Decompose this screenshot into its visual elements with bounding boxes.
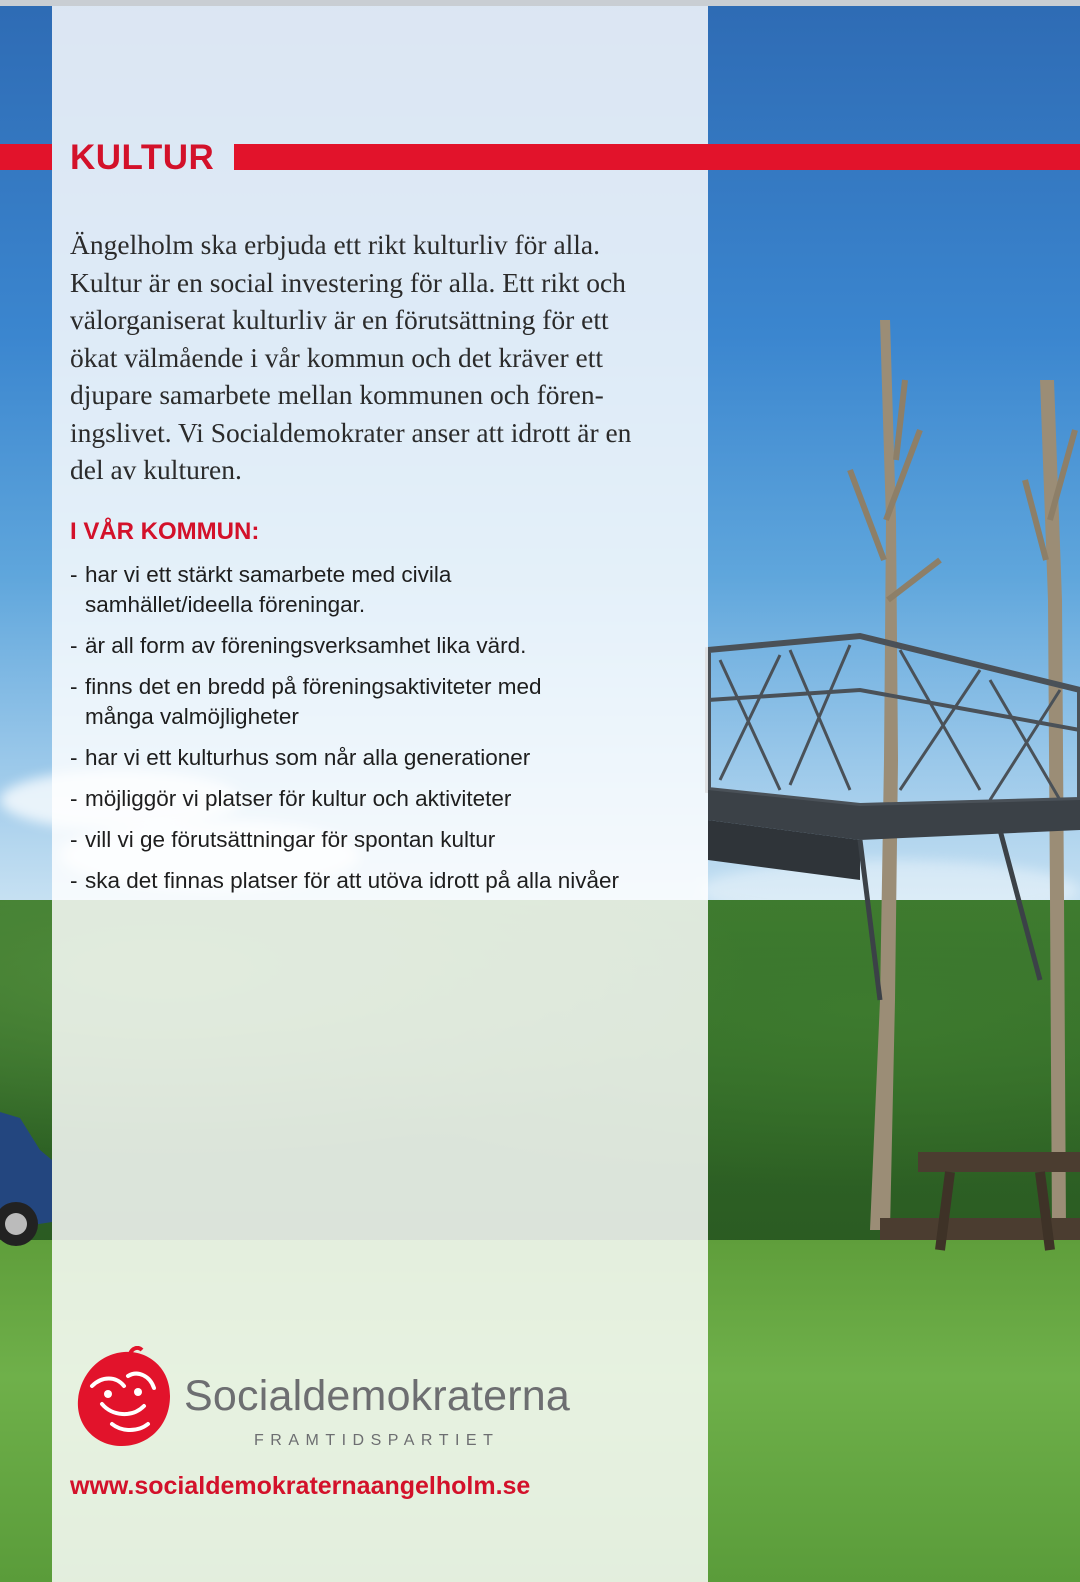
bullet-dash: -	[70, 562, 78, 587]
bullet-dash: -	[70, 827, 78, 852]
intro-line: ingslivet. Vi Socialdemokrater anser att idrott är en	[70, 416, 632, 448]
list-item-text: ska det finnas platser för att utöva idrott på alla nivåer	[85, 868, 620, 893]
list-item-text: finns det en bredd på föreningsaktiviteter med	[85, 674, 542, 699]
intro-line: ökat välmående i vår kommun och det kräver ett	[70, 341, 604, 373]
rose-icon	[72, 1346, 176, 1450]
list-item	[70, 743, 710, 773]
heading-bar-left	[0, 144, 52, 170]
bullet-dash: -	[70, 786, 78, 811]
list-item-text: har vi ett stärkt samarbete med civila	[85, 562, 452, 587]
list-item	[70, 866, 710, 896]
list-item	[70, 672, 710, 732]
brand-name: Socialdemokraterna	[184, 1372, 571, 1420]
list-item-text: möjliggör vi platser för kultur och aktiviteter	[85, 786, 512, 811]
list-item-text: har vi ett kulturhus som når alla generationer	[85, 745, 531, 770]
list-item	[70, 631, 710, 661]
section-subheading: I VÅR KOMMUN:	[70, 518, 260, 545]
list-item	[70, 825, 710, 855]
list-item-text: vill vi ge förutsättningar för spontan kultur	[85, 827, 496, 852]
picnic-table	[918, 1152, 1080, 1172]
intro-line: Kultur är en social investering för alla. Ett rikt och	[70, 266, 626, 298]
list-item	[70, 560, 710, 620]
intro-line: Ängelholm ska erbjuda ett rikt kulturliv för alla.	[70, 229, 601, 260]
intro-line: djupare samarbete mellan kommunen och fören-	[70, 379, 604, 410]
page-title: KULTUR	[70, 138, 215, 177]
website-url[interactable]: www.socialdemokraternaangelholm.se	[70, 1472, 531, 1500]
brand-tagline: FRAMTIDSPARTIET	[254, 1432, 500, 1449]
list-item	[70, 784, 710, 814]
bullet-dash: -	[70, 633, 78, 658]
bullet-dash: -	[70, 745, 78, 770]
bullet-dash: -	[70, 674, 78, 699]
list-item-text: många valmöjligheter	[85, 704, 299, 729]
intro-paragraph	[70, 226, 695, 489]
heading-bar-right	[234, 144, 1080, 170]
party-logo	[72, 1346, 592, 1458]
list-item-text: samhället/ideella föreningar.	[85, 592, 366, 617]
bullet-dash: -	[70, 868, 78, 893]
intro-line: välorganiserat kulturliv är en förutsättning för ett	[70, 304, 609, 335]
list-item-text: är all form av föreningsverksamhet lika värd.	[85, 633, 527, 658]
intro-line: del av kulturen.	[70, 454, 242, 485]
bullet-list	[70, 560, 710, 907]
